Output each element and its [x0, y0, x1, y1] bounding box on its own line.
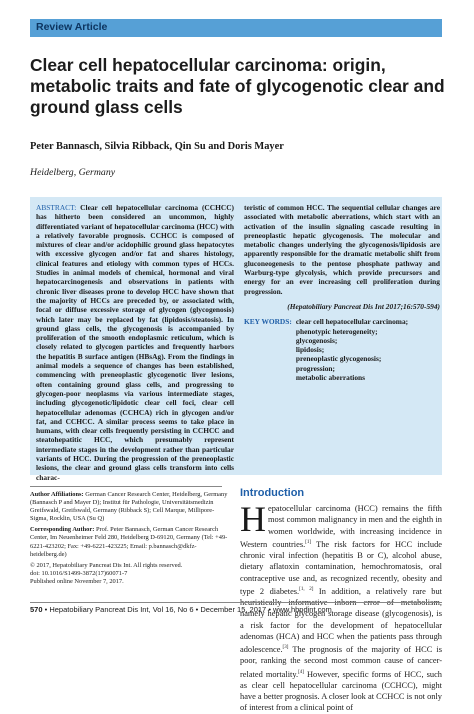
abstract-label: ABSTRACT:	[36, 203, 77, 212]
section-label: Review Article	[36, 21, 108, 33]
reference-3[interactable]: [3]	[282, 645, 289, 651]
keyword-item: clear cell hepatocellular carcinoma;	[295, 317, 409, 327]
intro-text-e: However, specific forms of HCC, such as clear cell hepatocellular carcinoma (CCHCC), might have a better prognosis. A closer look at CCHCC is not only of interest from a clinical point of	[240, 669, 442, 713]
keywords-label: KEY WORDS:	[244, 317, 292, 327]
intro-text-d: The prognosis of the majority of HCC is poor, ranking the second most common cause of cancer-related mortality.	[240, 644, 442, 679]
keywords	[244, 317, 440, 382]
reference-1[interactable]: [1]	[305, 539, 312, 545]
page-number: 570	[30, 605, 43, 614]
section-header-bar	[30, 19, 442, 37]
keyword-list	[296, 317, 408, 382]
abstract-text-right: teristic of common HCC. The sequential cellular changes are associated with metabolic aberrations, which start with an activation of the insulin signaling cascade resulting in preneoplastic hepatic glycogenosis. The molecular and metabolic changes underlying the glycogenosis/lipidosis are apparently responsible for the dramatic metabolic shift from gluconeogenesis to the pentose phosphate pathway and Warburg-type glycolysis, which provide precursors and energy for an ever increasing cell proliferation during progression.	[244, 203, 440, 296]
reference-2[interactable]: [1, 2]	[299, 586, 314, 592]
corresponding-author-text: Prof. Peter Bannasch, German Cancer Research Center, Im Neuenheimer Feld 280, Heidelberg D-69120, Germany (Tel: +49-6221-423202; Fax: +49-6221-423225; Email: p.bannasch@dkfz-heidelberg.de)	[30, 526, 228, 558]
author-affiliations-note	[30, 491, 228, 523]
corresponding-author-note	[30, 526, 228, 558]
introduction-heading: Introduction	[240, 487, 305, 499]
authors: Peter Bannasch, Silvia Ribback, Qin Su and Doris Mayer	[30, 141, 284, 152]
abstract-left-column	[36, 203, 234, 482]
intro-text-b: The risk factors for HCC include chronic viral infection (hepatitis B or C), alcohol abuse, dietary aflatoxin contamination, hemochromatosis, oral contraceptive use and, as recognized recently, obesity and type 2 diabetes.	[240, 539, 443, 596]
citation: (Hepatobiliary Pancreat Dis Int 2017;16:570-594)	[287, 301, 440, 311]
footnote-divider	[30, 486, 222, 487]
journal-info: • Hepatobiliary Pancreat Dis Int, Vol 16, No 6 • December 15, 2017 • www.hbpdint.com	[44, 605, 332, 614]
intro-text-c: In addition, a relatively rare but namely hepatic glycogen storage disease (glycogenosis), is a risk factor for the development of hepatocellular adenomas (HCA) and HCC when the patients pass through adolescence.	[240, 586, 442, 654]
affiliation: Heidelberg, Germany	[30, 167, 116, 178]
reference-4[interactable]: [4]	[298, 669, 304, 675]
drop-cap: H	[240, 499, 266, 539]
footer-divider	[30, 602, 442, 603]
abstract-right-column	[244, 203, 440, 382]
corresponding-author-label: Corresponding Author:	[30, 526, 95, 534]
published-date: Published online November 7, 2017.	[30, 577, 124, 585]
keyword-item: progression;	[295, 363, 335, 373]
page-footer	[30, 605, 442, 614]
keyword-item: glycogenosis;	[295, 335, 338, 345]
copyright: © 2017, Hepatobiliary Pancreat Dis Int. All rights reserved.	[30, 561, 183, 569]
article-title: Clear cell hepatocellular carcinoma: origin, metabolic traits and fate of glycogenotic clear and ground glass cells	[30, 55, 445, 117]
author-affiliations-text: German Cancer Research Center, Heidelberg, Germany (Bannasch P and Mayer D); Institut für Pathologie, Universitätsmedizin Greifswald, Greifswald, Germany (Ribback S); Cell Marque, Millipore-Sigma, Rocklin, USA (Su Q)	[30, 491, 228, 523]
keyword-item: lipidosis;	[295, 345, 325, 355]
doi: doi: 10.1016/S1499-3872(17)60071-7	[30, 569, 128, 577]
intro-text-a: epatocellular carcinoma (HCC) remains the fifth most common malignancy in men and the eighth in women worldwide, with increasing incidence in Western countries.	[240, 504, 442, 549]
keyword-item: preneoplastic glycogenosis;	[295, 354, 382, 364]
keyword-item: phenotypic heterogeneity;	[295, 326, 378, 336]
author-affiliations-label: Author Affiliations:	[30, 491, 84, 498]
abstract-text-left: Clear cell hepatocellular carcinoma (CCHCC) has hitherto been considered an uncommon, highly differentiated variant of hepatocellular carcinoma (HCC) with a relatively favorable prognosis. CCHCC is composed of mixtures of clear and/or acidophilic ground glass hepatocytes with excessive glycogen and/or fat and shares histology, clinical features and etiology with common types of HCCs. Studies in animal models of chemical, hormonal and viral hepatocarcinogenesis and observations in patients with chronic liver diseases prone to develop HCC have shown that the majority of HCCs are preceded by, or associated with, focal or diffuse excessive storage of glycogen (glycogenosis) which later may be replaced by fat (lipidosis/steatosis). In ground glass cells, the glycogenosis is accompanied by proliferation of the smooth endoplasmic reticulum, which is closely related to glycogen particles and frequently harbors the hepatitis B surface antigen (HBsAg). From the findings in animal models a sequence of changes has been established, commencing with preneoplastic glycogenotic liver lesions, often containing ground glass cells, and progressing to glycogen-poor neoplasms via various intermediate stages, including glycogenotic/lipidotic clear cell foci, clear cell hepatocellular adenomas (CCHCA) rich in glycogen and/or fat, and CCHCC. A similar process seems to take place in humans, with clear cells frequently persisting in CCHCC and steatohepatitic HCC, which presumably represent intermediate stages in the development rather than particular variants of HCC. During the progression of the preneoplastic lesions, the clear and ground glass cells transform into cells charac-	[36, 203, 234, 482]
keyword-item: metabolic aberrations	[295, 373, 366, 383]
footnotes	[30, 491, 228, 586]
